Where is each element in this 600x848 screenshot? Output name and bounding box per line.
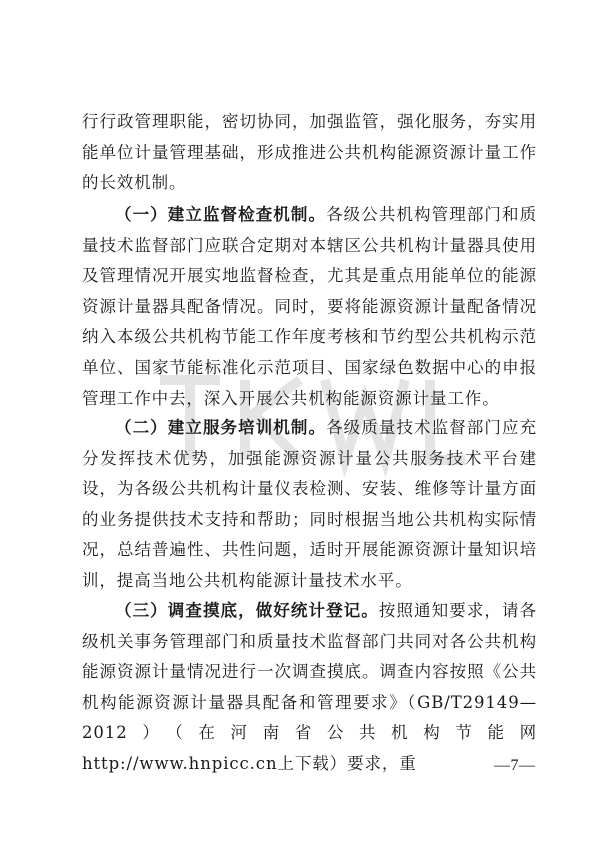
paragraph-survey — [82, 596, 537, 780]
paragraph-heading: （二）建立服务培训机制。 — [115, 418, 327, 437]
paragraph-heading: （三）调查摸底，做好统计登记。 — [115, 601, 379, 620]
paragraph-text: 按照通知要求，请各级机关事务管理部门和质量技术监督部门共同对各公共机构能源资源计量情况进行一次调查摸底。调查内容按照《公共机构能源资源计量器具配备和管理要求》（GB/T29149—2012）（在河南省公共机构节能网http://www.hnpicc.cn上下载）要求，重 — [82, 601, 538, 773]
paragraph-supervision — [82, 200, 537, 414]
page-number: —7— — [494, 757, 536, 774]
paragraph-training — [82, 413, 537, 597]
paragraph-heading: （一）建立监督检查机制。 — [115, 205, 327, 224]
paragraph-continuation — [82, 107, 537, 199]
paragraph-text: 各级公共机构管理部门和质量技术监督部门应联合定期对本辖区公共机构计量器具使用及管理情况开展实地监督检查，尤其是重点用能单位的能源资源计量器具配备情况。同时，要将能源资源计量配备情况纳入本级公共机构节能工作年度考核和节约型公共机构示范单位、国家节能标准化示范项目、国家绿色数据中心的申报管理工作中去，深入开展公共机构能源资源计量工作。 — [82, 205, 537, 408]
paragraph-text: 各级质量技术监督部门应充分发挥技术优势，加强能源资源计量公共服务技术平台建设，为各级公共机构计量仪表检测、安装、维修等计量方面的业务提供技术支持和帮助；同时根据当地公共机构实际情况，总结普遍性、共性问题，适时开展能源资源计量知识培训，提高当地公共机构能源计量技术水平。 — [82, 418, 537, 590]
paragraph-text: 行行政管理职能，密切协同，加强监管，强化服务，夯实用能单位计量管理基础，形成推进公共机构能源资源计量工作的长效机制。 — [82, 112, 537, 193]
